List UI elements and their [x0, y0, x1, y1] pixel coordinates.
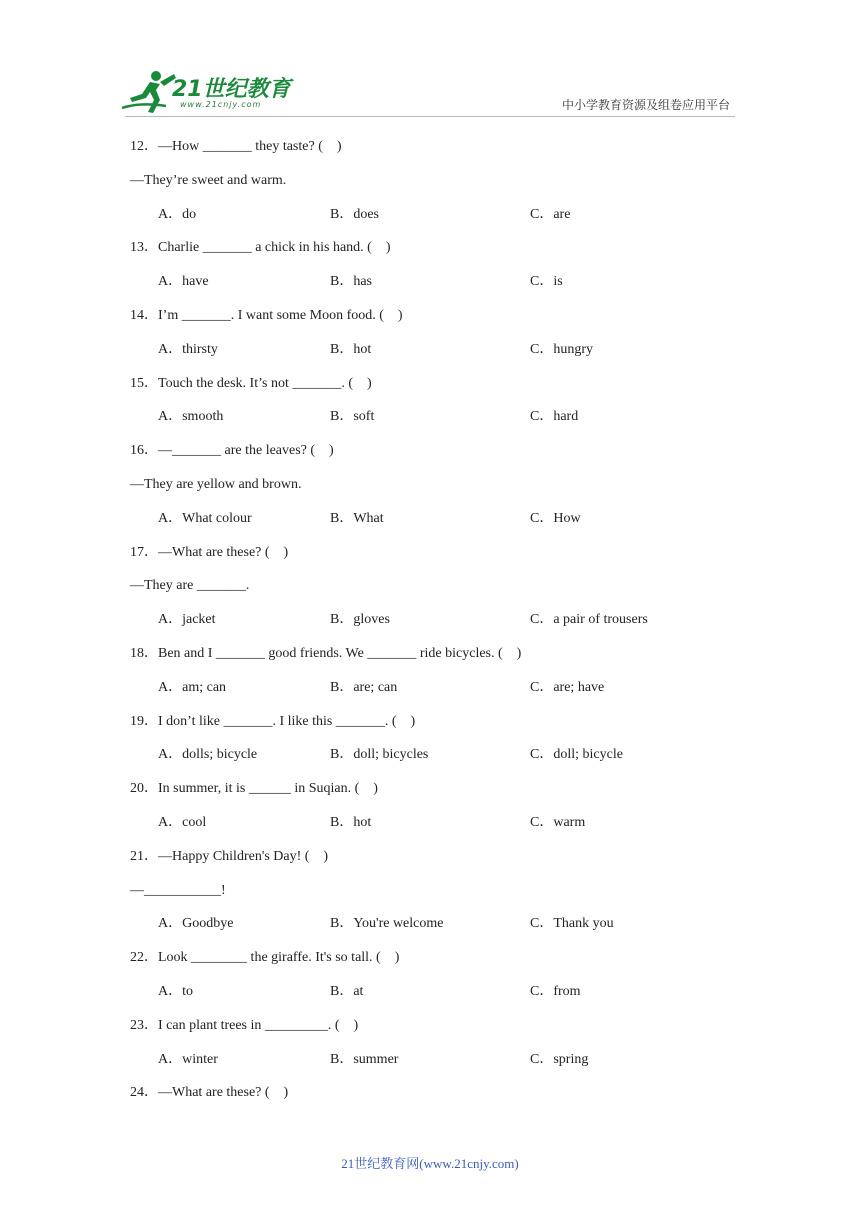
option-row	[130, 1047, 750, 1081]
option-row	[130, 810, 750, 844]
option-c: C．from	[530, 983, 581, 999]
header-platform-text: 中小学教育资源及组卷应用平台	[561, 98, 730, 112]
logo-text: 21世纪教育	[172, 77, 291, 102]
option-c: C．doll; bicycle	[530, 747, 623, 763]
page-header	[0, 0, 860, 125]
option-row	[130, 607, 750, 641]
option-b: B．does	[330, 206, 379, 222]
option-c: C．are; have	[530, 679, 605, 695]
option-a: A．cool	[158, 814, 207, 830]
option-row	[130, 404, 750, 438]
option-b: B．are; can	[330, 679, 398, 695]
logo-url: www.21cnjy.com	[180, 100, 262, 109]
option-row	[130, 269, 750, 303]
question-line: 14．I’m _______. I want some Moon food. ( )	[130, 307, 403, 323]
option-a: A．smooth	[158, 409, 224, 425]
question-line: —They are yellow and brown.	[130, 476, 302, 492]
question-line: —They are _______.	[130, 578, 250, 594]
question-line: 17．—What are these? ( )	[130, 544, 289, 560]
question-line: 20．In summer, it is ______ in Suqian. ( )	[130, 781, 378, 797]
option-c: C．spring	[530, 1051, 589, 1067]
option-a: A．What colour	[158, 510, 252, 526]
header-divider	[125, 116, 735, 117]
option-a: A．winter	[158, 1051, 218, 1067]
option-row	[130, 979, 750, 1013]
question-line: 18．Ben and I _______ good friends. We _______ ride bicycles. ( )	[130, 645, 522, 661]
question-line: 16．—_______ are the leaves? ( )	[130, 443, 334, 459]
question-line: 12．—How _______ they taste? ( )	[130, 139, 342, 154]
question-line: 13．Charlie _______ a chick in his hand. ( )	[130, 240, 391, 256]
option-b: B．gloves	[330, 612, 390, 628]
option-row	[130, 742, 750, 776]
question-line: 23．I can plant trees in _________. ( )	[130, 1017, 359, 1033]
option-row	[130, 506, 750, 540]
option-a: A．dolls; bicycle	[158, 747, 258, 763]
option-c: C．are	[530, 206, 571, 222]
option-a: A．Goodbye	[158, 916, 234, 932]
runner-logo-icon	[120, 68, 180, 116]
question-line: —They’re sweet and warm.	[130, 172, 287, 188]
option-b: B．You're welcome	[330, 916, 444, 932]
question-line: —___________!	[130, 882, 226, 898]
option-c: C．How	[530, 510, 581, 526]
option-c: C．a pair of trousers	[530, 612, 648, 628]
option-a: A．to	[158, 983, 193, 999]
question-line: 24．—What are these? ( )	[130, 1085, 289, 1101]
option-b: B．has	[330, 274, 372, 290]
option-a: A．do	[158, 206, 197, 222]
option-b: B．summer	[330, 1051, 399, 1067]
option-b: B．soft	[330, 409, 375, 425]
page-footer: 21世纪教育网(www.21cnjy.com)	[341, 1156, 519, 1171]
option-row	[130, 675, 750, 709]
option-a: A．have	[158, 274, 209, 290]
option-a: A．jacket	[158, 612, 216, 628]
option-a: A．thirsty	[158, 341, 218, 357]
option-row	[130, 337, 750, 371]
question-list	[130, 134, 750, 1114]
option-c: C．warm	[530, 814, 586, 830]
option-b: B．at	[330, 983, 364, 999]
option-c: C．hard	[530, 409, 579, 425]
option-c: C．hungry	[530, 341, 593, 357]
option-b: B．What	[330, 510, 384, 526]
question-line: 19．I don’t like _______. I like this _______. ( )	[130, 713, 416, 729]
option-a: A．am; can	[158, 679, 227, 695]
option-b: B．doll; bicycles	[330, 747, 429, 763]
question-line: 15．Touch the desk. It’s not _______. ( )	[130, 375, 372, 391]
option-row	[130, 202, 750, 236]
question-line: 21．—Happy Children's Day! ( )	[130, 848, 329, 864]
question-line: 22．Look ________ the giraffe. It's so tall. ( )	[130, 950, 400, 966]
option-c: C．is	[530, 274, 563, 290]
option-b: B．hot	[330, 814, 372, 830]
option-b: B．hot	[330, 341, 372, 357]
logo	[120, 68, 295, 116]
option-c: C．Thank you	[530, 916, 614, 932]
option-row	[130, 911, 750, 945]
